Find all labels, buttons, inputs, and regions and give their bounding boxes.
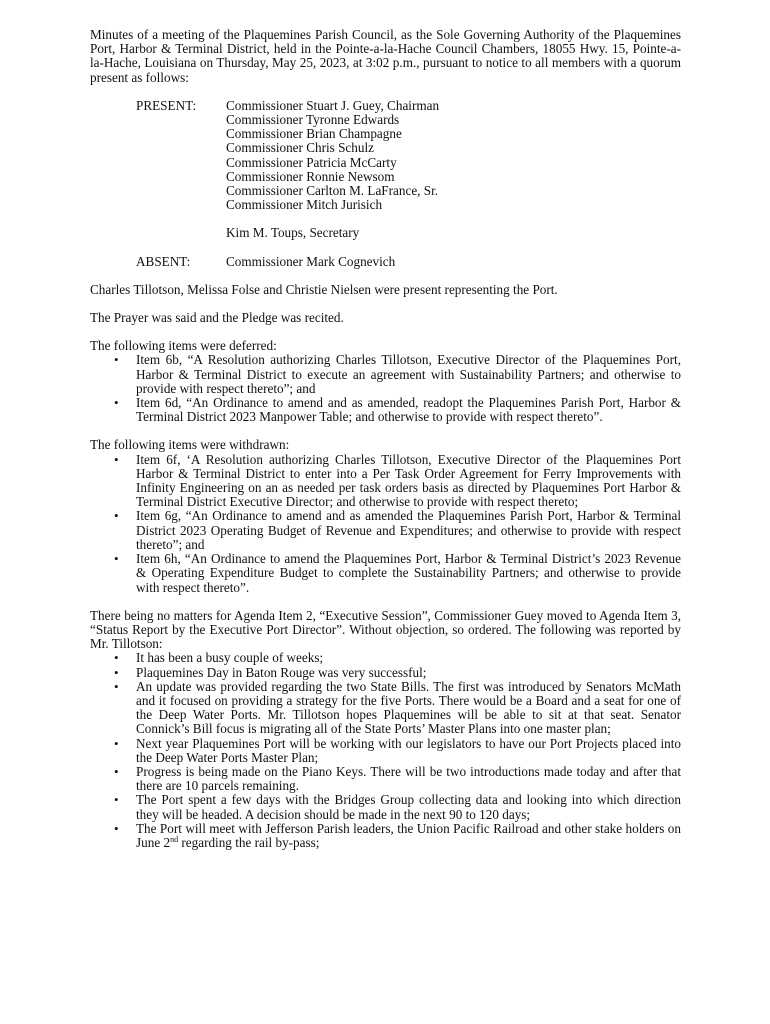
intro-paragraph: Minutes of a meeting of the Plaquemines Parish Council, as the Sole Governing Authority of the Plaquemines Port, Harbor & Terminal District, held in the Pointe-a-la-Hache Council Chambers, 18055 Hwy. 15, Pointe-a-la-Hache, Louisiana on Thursday, May 25, 2023, at 3:02 p.m., pursuant to notice to all members with a quorum present as follows: [90,27,681,85]
present-block [136,99,681,241]
ordinal-suffix: nd [170,834,179,844]
present-name: Commissioner Ronnie Newsom [226,168,395,184]
withdrawn-list [90,453,681,595]
absent-name: Commissioner Mark Cognevich [226,253,396,269]
list-item-text: The Port will meet with Jefferson Parish leaders, the Union Pacific Railroad and other stake holders on June 2 [136,820,681,850]
list-item: • Item 6b, “A Resolution authorizing Charles Tillotson, Executive Director of the Plaquemines Port, Harbor & Terminal District to execute an agreement with Sustainability Partners; and otherwise to provide with respect thereto”; and [90,353,681,396]
present-name: Commissioner Tyronne Edwards [226,112,400,128]
absent-names [226,255,395,269]
withdrawn-heading: The following items were withdrawn: [90,437,290,453]
list-item: • It has been a busy couple of weeks; [90,651,681,665]
prayer-pledge: The Prayer was said and the Pledge was recited. [90,310,344,326]
report-intro: There being no matters for Agenda Item 2, “Executive Session”, Commissioner Guey moved to Agenda Item 3, “Status Report by the Executive Port Director”. Without objection, so ordered. The following was reported by Mr. Tillotson: [90,607,681,652]
list-item: • Item 6f, ‘A Resolution authorizing Charles Tillotson, Executive Director of the Plaquemines Port Harbor & Terminal District to enter into a Per Task Order Agreement for Ferry Improvements with Infinity Engineering on an as needed per task orders basis as directed by Plaquemines Port Harbor & Terminal District Executive Director; and otherwise to provide with respect thereto; [90,453,681,510]
list-item-text: regarding the rail by-pass; [178,834,320,850]
present-names [226,99,439,241]
report-list [90,651,681,850]
list-item: • The Port spent a few days with the Bridges Group collecting data and looking into which direction they will be headed. A decision should be made in the next 90 to 120 days; [90,793,681,821]
list-item: • Item 6d, “An Ordinance to amend and as amended, readopt the Plaquemines Parish Port, Harbor & Terminal District 2023 Manpower Table; and otherwise to provide with respect thereto”. [90,396,681,424]
list-item: • Plaquemines Day in Baton Rouge was very successful; [90,666,681,680]
present-name: Commissioner Patricia McCarty [226,154,397,170]
port-representatives: Charles Tillotson, Melissa Folse and Christie Nielsen were present representing the Port. [90,281,558,297]
list-item: • Item 6h, “An Ordinance to amend the Plaquemines Port, Harbor & Terminal District’s 2023 Revenue & Operating Expenditure Budget to complete the Sustainability Partners; and otherwise to provide with respect thereto”. [90,552,681,595]
present-label: PRESENT: [136,97,197,113]
list-item: • Next year Plaquemines Port will be working with our legislators to have our Port Projects placed into the Deep Water Ports Master Plan; [90,737,681,765]
absent-block [136,255,681,269]
present-name: Commissioner Carlton M. LaFrance, Sr. [226,183,439,199]
present-name: Commissioner Mitch Jurisich [226,197,383,213]
secretary-name: Kim M. Toups, Secretary [226,225,360,241]
present-name: Commissioner Stuart J. Guey, Chairman [226,97,440,113]
deferred-list [90,353,681,424]
present-name: Commissioner Chris Schulz [226,140,374,156]
list-item: • Progress is being made on the Piano Keys. There will be two introductions made today and after that there are 10 parcels remaining. [90,765,681,793]
minutes-page [90,28,681,850]
list-item [90,822,681,850]
list-item: • An update was provided regarding the two State Bills. The first was introduced by Senators McMath and it focused on providing a strategy for the five Ports. There would be a Board and a seat for one of the Deep Water Ports. Mr. Tillotson hopes Plaquemines will be able to sit at that seat. Senator Connick’s Bill focus is migrating all of the State Ports’ Master Plans into one master plan; [90,680,681,737]
deferred-heading: The following items were deferred: [90,338,277,354]
present-name: Commissioner Brian Champagne [226,126,402,142]
list-item: • Item 6g, “An Ordinance to amend and as amended the Plaquemines Parish Port, Harbor & Terminal District 2023 Operating Budget of Revenue and Expenditures; and otherwise to provide with respect thereto”; and [90,509,681,552]
absent-label: ABSENT: [136,253,191,269]
